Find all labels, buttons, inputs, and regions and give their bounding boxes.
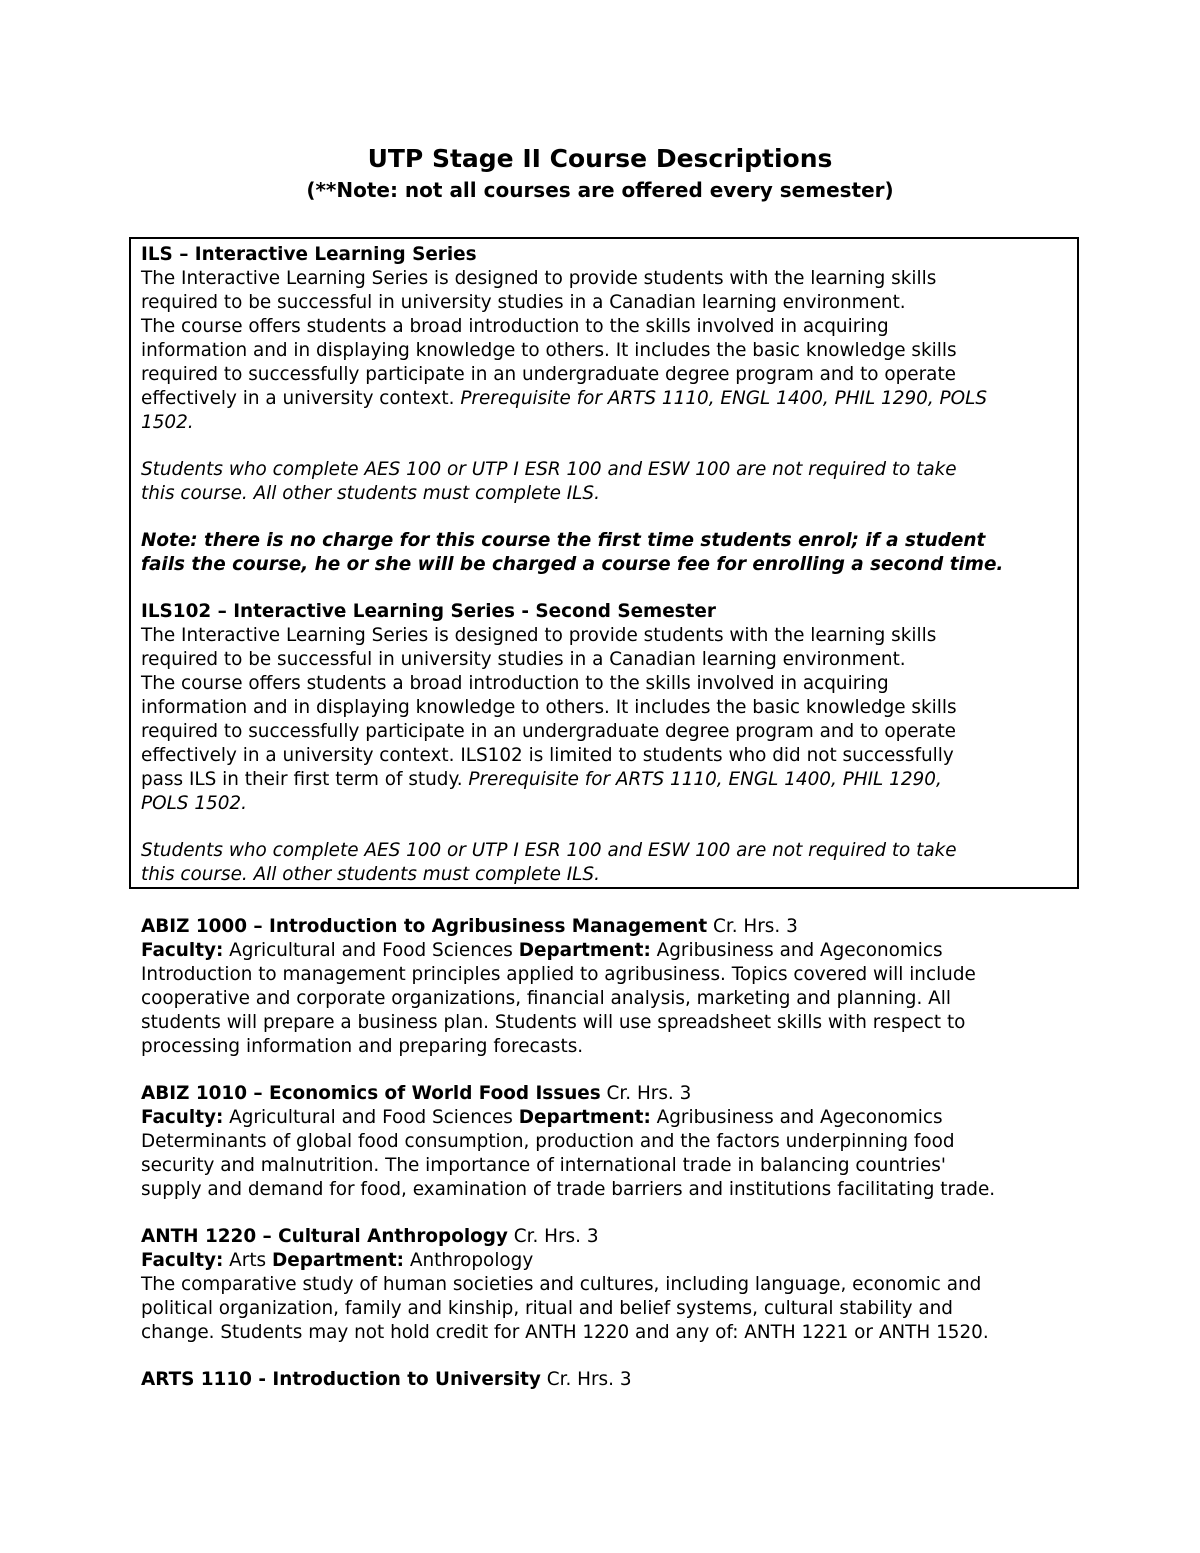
department-label: Department: [518, 1107, 651, 1128]
ils102-students-line: Students who complete AES 100 or UTP I ESR 100 and ESW 100 are not required to take [141, 840, 957, 861]
ils-line: information and in displaying knowledge to others. It includes the basic knowledge skills [141, 340, 957, 361]
course-description-line: students will prepare a business plan. Students will use spreadsheet skills with respect to [141, 1012, 966, 1033]
ils102-prereq-tail: POLS 1502. [141, 793, 247, 814]
ils-line-prereq [141, 387, 1077, 411]
ils102-prereq-text: Prerequisite for ARTS 1110, ENGL 1400, PHIL 1290, [468, 769, 942, 790]
department-value: Agribusiness and Ageconomics [650, 1107, 943, 1128]
course-faculty-line [141, 1249, 1081, 1273]
ils-prereq-tail: 1502. [141, 412, 194, 433]
faculty-value: Agricultural and Food Sciences [223, 940, 519, 961]
ils-line: The course offers students a broad introduction to the skills involved in acquiring [141, 316, 889, 337]
course-title-line [141, 915, 1081, 939]
faculty-label: Faculty: [141, 940, 224, 961]
course-credits: Cr. Hrs. 3 [600, 1083, 692, 1104]
ils102-line: required to successfully participate in an undergraduate degree program and to operate [141, 721, 956, 742]
ils-line: required to be successful in university studies in a Canadian learning environment. [141, 292, 906, 313]
course-entry [141, 915, 1081, 1059]
course-credits: Cr. Hrs. 3 [540, 1369, 632, 1390]
department-value: Agribusiness and Ageconomics [650, 940, 943, 961]
course-description-line: political organization, family and kinship, ritual and belief systems, cultural stability and [141, 1298, 953, 1319]
page-subtitle: (**Note: not all courses are offered every semester) [306, 178, 894, 202]
course-title: ARTS 1110 - Introduction to University [141, 1369, 541, 1390]
course-title-line [141, 1368, 1081, 1392]
faculty-value: Agricultural and Food Sciences [223, 1107, 519, 1128]
course-description-line: Introduction to management principles applied to agribusiness. Topics covered will include [141, 964, 976, 985]
course-faculty-line [141, 1106, 1081, 1130]
ils-students-line: Students who complete AES 100 or UTP I ESR 100 and ESW 100 are not required to take [141, 459, 957, 480]
course-entry [141, 1225, 1081, 1345]
ils102-line-prereq [141, 768, 1077, 792]
ils-line: required to successfully participate in an undergraduate degree program and to operate [141, 364, 956, 385]
course-description-line: cooperative and corporate organizations, financial analysis, marketing and planning. All [141, 988, 951, 1009]
ils102-heading: ILS102 – Interactive Learning Series - Second Semester [141, 601, 716, 622]
course-title: ABIZ 1010 – Economics of World Food Issues [141, 1083, 601, 1104]
ils-prereq-text: Prerequisite for ARTS 1110, ENGL 1400, PHIL 1290, POLS [460, 388, 988, 409]
course-title: ABIZ 1000 – Introduction to Agribusiness Management [141, 916, 708, 937]
course-entry [141, 1082, 1081, 1202]
course-title-line [141, 1082, 1081, 1106]
ils-fee-note: fails the course, he or she will be charged a course fee for enrolling a second time. [141, 554, 1004, 575]
ils102-line: required to be successful in university studies in a Canadian learning environment. [141, 649, 906, 670]
course-credits: Cr. Hrs. 3 [507, 1226, 599, 1247]
course-description-line: supply and demand for food, examination of trade barriers and institutions facilitating trade. [141, 1179, 996, 1200]
department-value: Anthropology [404, 1250, 534, 1271]
ils-context-text: effectively in a university context. [141, 388, 461, 409]
ils102-line: The course offers students a broad introduction to the skills involved in acquiring [141, 673, 889, 694]
course-title: ANTH 1220 – Cultural Anthropology [141, 1226, 508, 1247]
course-title-line [141, 1225, 1081, 1249]
course-description-line: processing information and preparing forecasts. [141, 1036, 584, 1057]
course-description-line: Determinants of global food consumption, production and the factors underpinning food [141, 1131, 955, 1152]
ils-line: The Interactive Learning Series is designed to provide students with the learning skills [141, 268, 937, 289]
department-label: Department: [271, 1250, 405, 1271]
ils-info-box [129, 237, 1079, 889]
course-description-line: change. Students may not hold credit for ANTH 1220 and any of: ANTH 1221 or ANTH 1520. [141, 1322, 989, 1343]
faculty-value: Arts [223, 1250, 272, 1271]
ils102-line: information and in displaying knowledge to others. It includes the basic knowledge skills [141, 697, 957, 718]
ils102-context-text: pass ILS in their first term of study. [141, 769, 469, 790]
ils102-line: The Interactive Learning Series is designed to provide students with the learning skills [141, 625, 937, 646]
page-title: UTP Stage II Course Descriptions [367, 144, 833, 173]
faculty-label: Faculty: [141, 1107, 224, 1128]
faculty-label: Faculty: [141, 1250, 224, 1271]
ils-students-line: this course. All other students must complete ILS. [141, 483, 600, 504]
ils102-students-line: this course. All other students must complete ILS. [141, 864, 600, 885]
course-description-line: The comparative study of human societies and cultures, including language, economic and [141, 1274, 982, 1295]
ils-fee-note: Note: there is no charge for this course the first time students enrol; if a student [141, 530, 986, 551]
course-entry [141, 1368, 1081, 1392]
department-label: Department: [518, 940, 651, 961]
ils102-line: effectively in a university context. ILS102 is limited to students who did not successfully [141, 745, 954, 766]
course-description-line: security and malnutrition. The importance of international trade in balancing countries' [141, 1155, 946, 1176]
course-faculty-line [141, 939, 1081, 963]
course-list [141, 915, 1081, 1415]
course-credits: Cr. Hrs. 3 [707, 916, 798, 937]
ils-heading: ILS – Interactive Learning Series [141, 244, 477, 265]
